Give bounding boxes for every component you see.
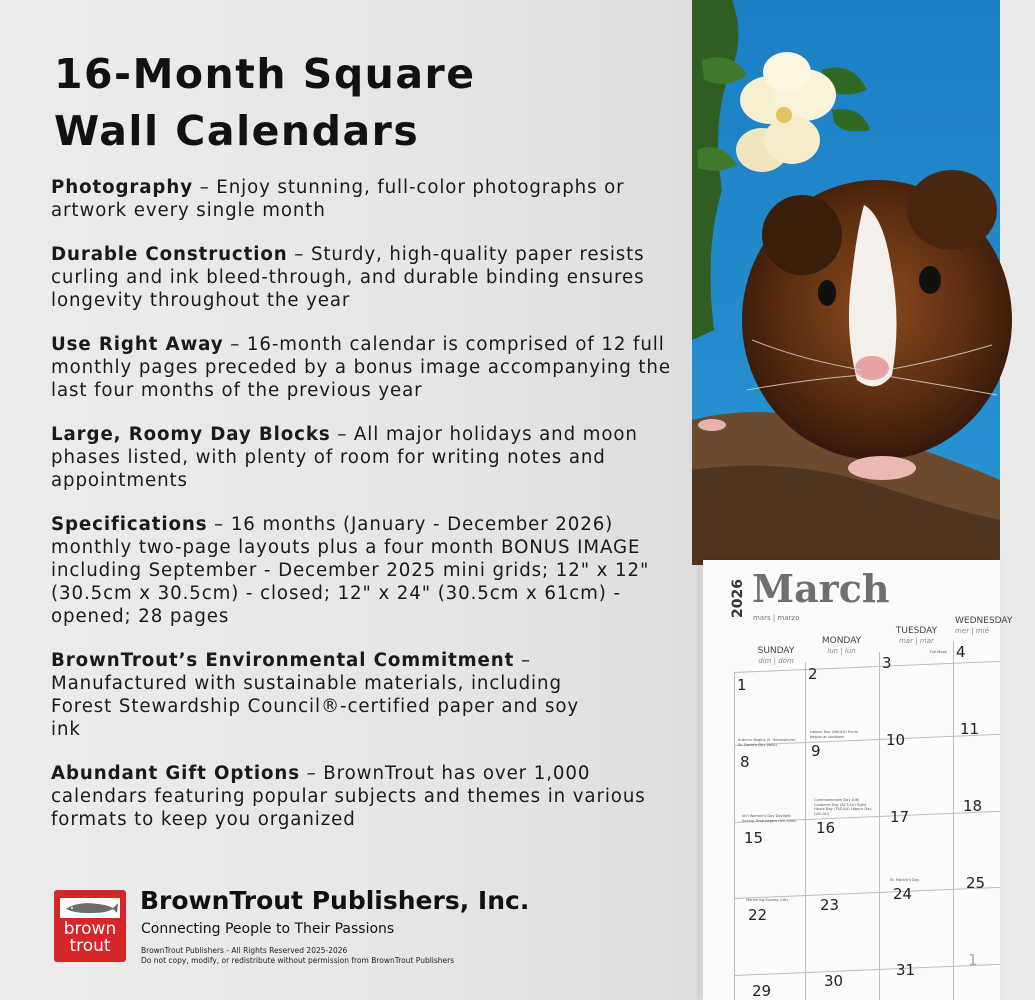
feature-durable-construction	[51, 243, 681, 312]
holiday-note: St. Patrick's Day	[890, 878, 920, 882]
feature-photography	[51, 176, 681, 222]
feature-heading: Durable Construction	[51, 244, 288, 265]
feature-day-blocks	[51, 423, 681, 492]
day-cell: 2	[808, 665, 818, 683]
day-cell: 24	[893, 885, 913, 903]
page-title	[54, 46, 694, 160]
weekday-name: WEDNESDAY	[955, 616, 1013, 626]
holiday-note: Labour Day (WA-AU) Purim begins at sundown	[810, 730, 859, 739]
feature-heading: Specifications	[51, 514, 208, 535]
calendar-year: 2026	[730, 579, 746, 618]
weekday-name: TUESDAY	[895, 626, 938, 636]
feature-specifications	[51, 513, 681, 628]
copyright-line: BrownTrout Publishers - All Rights Reserved 2025-2026	[141, 946, 348, 955]
day-cell: 9	[811, 742, 821, 760]
redistribution-notice: Do not copy, modify, or redistribute without permission from BrownTrout Publishers	[141, 956, 455, 965]
publisher-name: BrownTrout Publishers, Inc.	[140, 886, 530, 915]
publisher-tagline: Connecting People to Their Passions	[141, 921, 395, 937]
feature-text: – 16-month calendar is comprised of 12 full monthly pages preceded by a bonus image accompanying the last four months of the previous year	[51, 334, 671, 401]
holiday-note: Int'l Women's Day Daylight Saving Time begins (US, CAN)	[742, 814, 796, 823]
weekday-sub: lun | lun	[827, 647, 856, 655]
trout-icon	[60, 898, 120, 918]
moon-phase-note: Full Moon	[930, 650, 948, 654]
title-line-1: 16-Month Square	[54, 50, 476, 98]
feature-text: – Sturdy, high-quality paper resists curling and ink bleed-through, and durable binding ensures longevity throughout the year	[51, 244, 645, 311]
day-cell: 10	[886, 731, 906, 749]
weekday-name: MONDAY	[821, 636, 862, 646]
grid-line	[734, 672, 735, 1000]
day-cell: 30	[824, 972, 844, 990]
day-cell: 17	[890, 808, 910, 826]
day-cell: 23	[820, 896, 840, 914]
weekday-wednesday	[955, 616, 1035, 662]
copyright-notice	[141, 946, 454, 966]
weekday-name: SUNDAY	[757, 646, 795, 656]
feature-heading: Abundant Gift Options	[51, 763, 300, 784]
day-cell: 22	[748, 906, 768, 924]
day-cell: 31	[896, 961, 916, 979]
day-cell: 1	[968, 951, 978, 969]
day-cell: 11	[960, 720, 980, 738]
feature-text: – Enjoy stunning, full-color photographs or artwork every single month	[51, 177, 625, 221]
guinea-pig-photo	[692, 0, 1000, 565]
feature-gift-options	[51, 762, 681, 831]
day-cell: 8	[740, 753, 750, 771]
feature-heading: BrownTrout’s Environmental Commitment	[51, 650, 515, 671]
feature-heading: Photography	[51, 177, 193, 198]
browntrout-logo	[54, 890, 126, 962]
feature-text: – All major holidays and moon phases listed, with plenty of room for writing notes and appointments	[51, 424, 638, 491]
feature-heading: Use Right Away	[51, 334, 224, 355]
guinea-pig-illustration	[692, 0, 1000, 565]
grid-line	[879, 652, 880, 1000]
logo-text-line-1: brown	[63, 919, 117, 939]
calendar-month: March	[752, 566, 890, 611]
grid-line	[805, 662, 806, 1000]
holiday-note: Autumn Begins (S. Hemisphere) St. David's Day (WAL)	[738, 738, 796, 747]
day-cell: 16	[816, 819, 836, 837]
day-cell: 25	[966, 874, 986, 892]
feature-list	[51, 176, 681, 852]
feature-use-right-away	[51, 333, 681, 402]
weekday-sub: dim | dom	[758, 657, 794, 665]
day-cell: 4	[956, 643, 966, 661]
day-cell: 29	[752, 982, 772, 1000]
weekday-sub: mar | mar	[899, 637, 934, 645]
day-cell: 18	[963, 797, 983, 815]
logo-text-line-2: trout	[69, 936, 111, 956]
feature-text: – 16 months (January - December 2026) monthly two-page layouts plus a four month BONUS IMAGE including September - December 2025 mini grids; 12" x 12" (30.5cm x 30.5cm) - closed; 12" x 24" (30.5cm x 61cm) - opened; 28 pages	[51, 514, 650, 627]
holiday-note: Commonwealth Day (UK) Canberra Day (ACT-AU) Eight Hours Day (TAS-AU) Labour Day (VIC-AU)	[814, 798, 872, 816]
day-cell: 15	[744, 829, 764, 847]
feature-text: – BrownTrout has over 1,000 calendars featuring popular subjects and themes in various formats to keep you organized	[51, 763, 646, 830]
grid-line	[953, 642, 954, 1000]
feature-heading: Large, Roomy Day Blocks	[51, 424, 331, 445]
holiday-note: Mothering Sunday (UK)	[746, 898, 788, 902]
day-cell: 3	[882, 654, 892, 672]
feature-environmental	[51, 649, 591, 741]
weekday-sub: mer | mié	[955, 627, 989, 635]
day-cell: 1	[737, 676, 747, 694]
feature-text: – Manufactured with sustainable materials, including Forest Stewardship Council®-certified paper and soy ink	[51, 650, 580, 740]
title-line-2: Wall Calendars	[54, 107, 420, 155]
calendar-month-translations: mars | marzo	[753, 614, 800, 622]
